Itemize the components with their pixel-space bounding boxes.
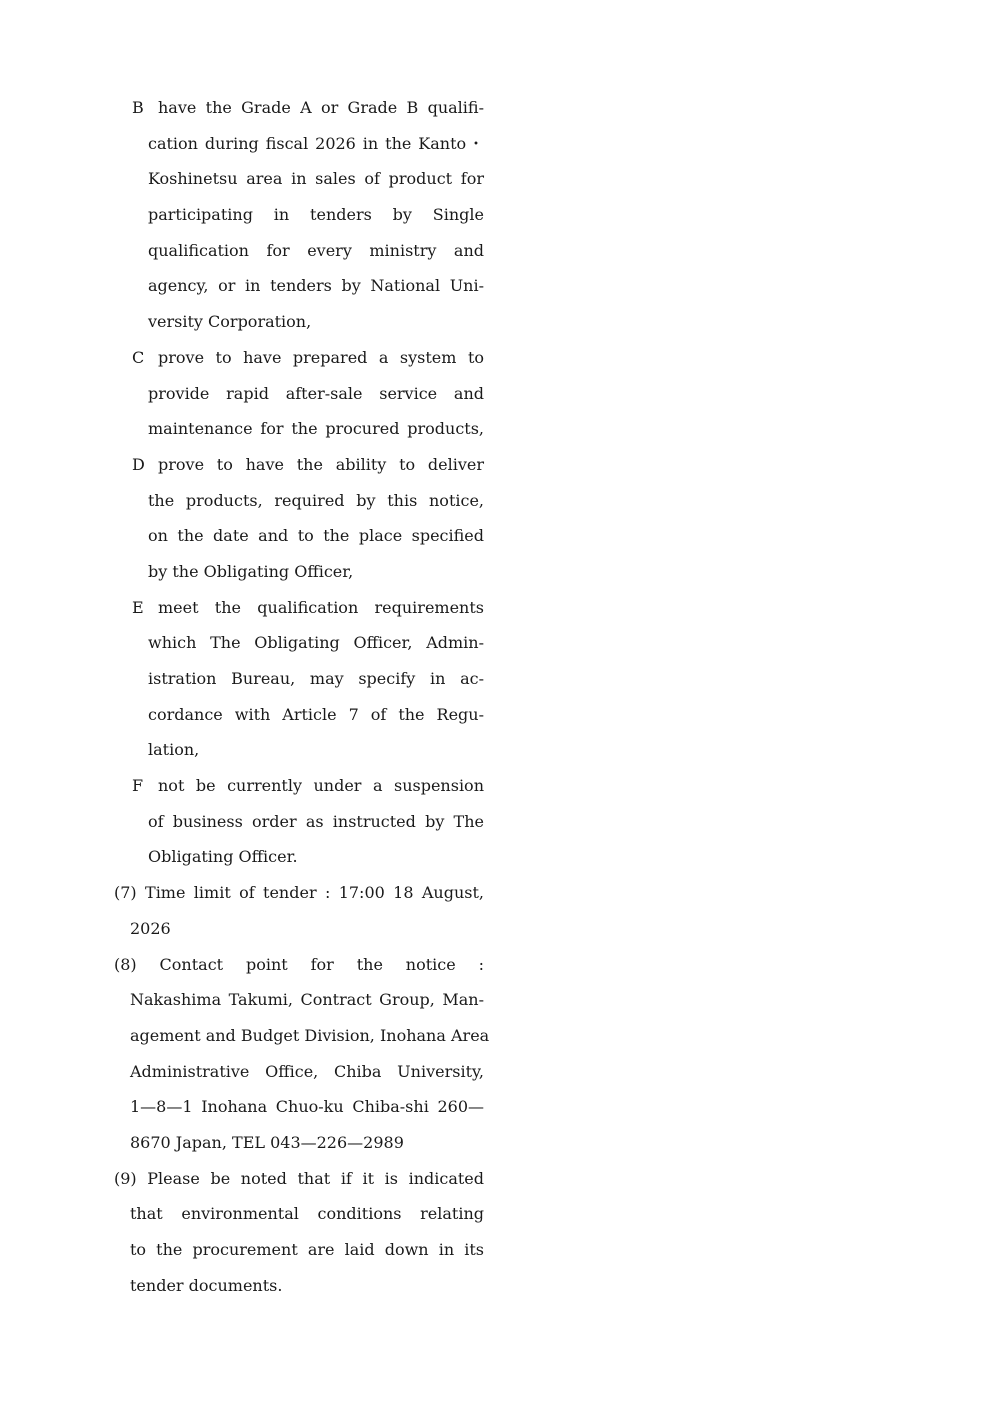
subitem-f [112, 768, 484, 875]
item-line: (9) Please be noted that if it is indicated [114, 1168, 484, 1188]
subitem-line: which The Obligating Officer, Admin- [148, 633, 484, 653]
subitem-line: the products, required by this notice, [148, 490, 484, 510]
subitem-line: of business order as instructed by The [148, 811, 484, 831]
subitem-line [112, 90, 484, 126]
subitem-line [112, 590, 484, 626]
subitem-line: provide rapid after-sale service and [148, 383, 484, 403]
item-line: agement and Budget Division, Inohana Area [130, 1025, 490, 1045]
item-9-environmental-note [112, 1161, 484, 1304]
subitem-line: qualification for every ministry and [148, 240, 484, 260]
subitem-line: lation, [148, 740, 200, 760]
item-line: tender documents. [130, 1275, 283, 1295]
subitem-line: versity Corporation, [148, 312, 312, 332]
subitem-line: agency, or in tenders by National Uni- [148, 276, 484, 296]
subitem-text: meet the qualification requirements [158, 597, 484, 617]
subitem-text: prove to have the ability to deliver [158, 454, 484, 474]
subitem-line: by the Obligating Officer, [148, 561, 354, 581]
subitem-label: E [132, 597, 144, 617]
subitem-b [112, 90, 484, 340]
subitem-c [112, 340, 484, 447]
item-7-time-limit [112, 875, 484, 946]
subitem-line: istration Bureau, may specify in ac- [148, 669, 484, 688]
subitem-d [112, 447, 484, 590]
subitem-line [112, 340, 484, 376]
subitem-line: maintenance for the procured products, [148, 419, 484, 439]
item-line: Administrative Office, Chiba University, [130, 1061, 484, 1081]
item-line: (7) Time limit of tender : 17:00 18 August, [114, 883, 484, 903]
subitem-line: Koshinetsu area in sales of product for [148, 169, 484, 189]
subitem-line [112, 447, 484, 483]
subitem-text: have the Grade A or Grade B qualifi- [158, 98, 484, 117]
subitem-e [112, 590, 484, 768]
subitem-label: C [132, 347, 145, 367]
item-8-contact-point [112, 947, 490, 1161]
item-line: 1—8—1 Inohana Chuo-ku Chiba-shi 260— [130, 1097, 484, 1117]
subitem-line: cordance with Article 7 of the Regu- [148, 704, 484, 724]
item-line: to the procurement are laid down in its [130, 1240, 484, 1259]
subitem-line: Obligating Officer. [148, 847, 298, 867]
subitem-label: B [132, 98, 144, 117]
subitem-line: participating in tenders by Single [148, 205, 484, 225]
subitem-text: prove to have prepared a system to [158, 347, 484, 367]
subitem-line: cation during fiscal 2026 in the Kanto・ [148, 133, 484, 153]
item-line: 2026 [130, 918, 171, 938]
subitem-label: F [132, 776, 144, 796]
subitem-line: on the date and to the place specified [148, 526, 484, 546]
item-line: 8670 Japan, TEL 043—226—2989 [130, 1132, 404, 1152]
item-line: (8) Contact point for the notice : [114, 954, 484, 974]
item-line: that environmental conditions relating [130, 1204, 484, 1224]
subitem-text: not be currently under a suspension [158, 776, 484, 796]
item-line: Nakashima Takumi, Contract Group, Man- [130, 990, 484, 1010]
document-column [112, 90, 490, 1303]
subitem-label: D [132, 454, 145, 474]
subitem-line [112, 768, 484, 804]
